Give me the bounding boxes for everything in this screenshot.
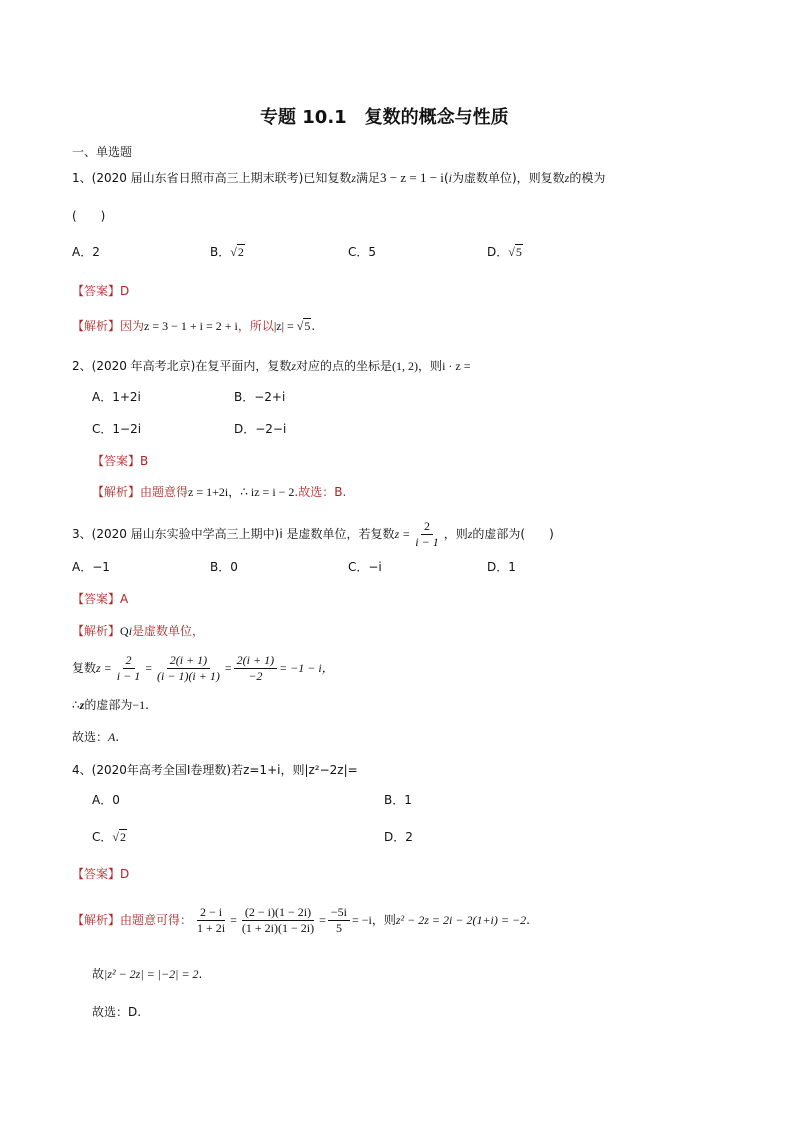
q4-answer: 【答案】D (72, 867, 130, 881)
q2-answer: 【答案】B (92, 454, 149, 468)
q3-stem: 3、(2020 届山东实验中学高三上期中)i 是虚数单位，若复数 z = $\frac{2}{i - 1}$ ，则 z 的虚部为( ) (72, 518, 554, 549)
fraction: $\frac{(2 - i)(1 - 2i)}{(1 + 2i)(1 - 2i)}$ (241, 904, 315, 935)
q2-option-b: B．−2+i (234, 390, 286, 404)
sqrt-symbol: √2 (112, 830, 126, 844)
q2-option-c: C．1−2i (92, 422, 142, 436)
sqrt-symbol: √2 (230, 245, 244, 259)
q4-analysis: 【解析】 由题意可得： $\frac{2 - i}{1 + 2i}$ = $\frac{(2 - i)(1 - 2i)}{(1 + 2i)(1 - 2i)}$ = $\frac{-5i}{5}$ = −i ，则 z² − 2z = 2i − 2(1+i) = −2 . (72, 904, 530, 935)
fraction: $\frac{2(i + 1)}{(i - 1)(i + 1)}$ (157, 652, 220, 683)
fraction: $\frac{2(i + 1)}{-2}$ (234, 653, 277, 684)
q1-stem: 1、(2020 届山东省日照市高三上期末联考)已知复数z满足3 − z = 1 − i(i为虚数单位)，则复数z的模为 (72, 170, 606, 185)
q4-option-c: C．√2 (92, 830, 126, 844)
q1-option-a: A．2 (72, 245, 100, 259)
q3-analysis-line3: ∴z的虚部为−1. (72, 698, 149, 712)
q3-analysis-line4: 故选：A. (72, 730, 120, 744)
q3-option-c: C．−i (348, 560, 382, 574)
q1-analysis: 【解析】因为z = 3 − 1 + i = 2 + i，所以|z| = √5. (72, 319, 316, 333)
q4-option-d: D．2 (384, 830, 413, 844)
q3-answer: 【答案】A (72, 592, 129, 606)
section-heading: 一、单选题 (72, 145, 133, 159)
q2-stem: 2、(2020 年高考北京)在复平面内，复数z对应的点的坐标是(1, 2)，则i · z = (72, 359, 471, 373)
fraction: $\frac{2 - i}{1 + 2i}$ (197, 904, 226, 935)
q2-analysis: 【解析】由题意得z = 1+2i，∴ iz = i − 2.故选：B. (92, 485, 347, 499)
q1-answer-paren: ( ) (72, 209, 106, 223)
q3-analysis: 【解析】Qi是虚数单位， (72, 624, 205, 638)
q3-option-a: A．−1 (72, 560, 110, 574)
q4-analysis-line3: 故选：D. (92, 1005, 142, 1019)
q2-option-a: A．1+2i (92, 390, 141, 404)
q3-option-d: D．1 (487, 560, 516, 574)
q3-option-b: B．0 (210, 560, 238, 574)
q4-option-b: B．1 (384, 793, 412, 807)
page-title: 专题 10.1 复数的概念与性质 (260, 107, 509, 128)
q3-analysis-line2: 复数 z = $\frac{2}{i - 1}$ = $\frac{2(i + 1)}{(i - 1)(i + 1)}$ = $\frac{2(i + 1)}{-2}$ = −1 − i， (72, 652, 334, 683)
q4-stem: 4、(2020年高考全国Ⅰ卷理数)若z=1+i，则|z²−2z|= (72, 763, 358, 777)
fraction: $\frac{2}{i - 1}$ (116, 652, 141, 683)
fraction: $\frac{-5i}{5}$ (328, 905, 350, 936)
q4-analysis-line2: 故|z² − 2z| = |−2| = 2. (92, 967, 203, 981)
q4-option-a: A．0 (92, 793, 120, 807)
q2-option-d: D．−2−i (234, 422, 287, 436)
q1-option-b: B．√2 (210, 245, 244, 259)
q1-option-c: C．5 (348, 245, 377, 259)
sqrt-symbol: √5 (508, 245, 522, 259)
q1-option-d: D．√5 (487, 245, 522, 259)
q1-answer: 【答案】D (72, 284, 130, 298)
fraction: $\frac{2}{i - 1}$ (415, 518, 439, 549)
